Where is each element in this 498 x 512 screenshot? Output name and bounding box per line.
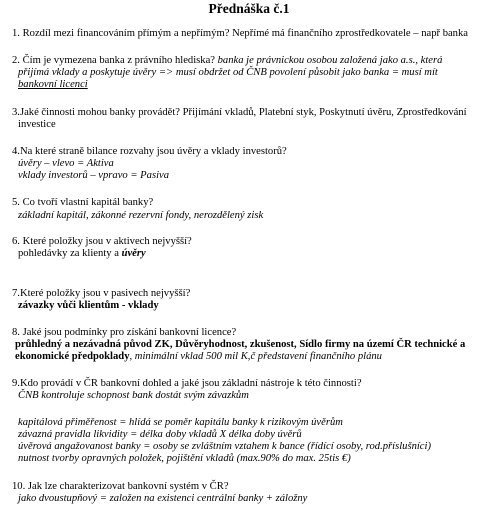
question-10-text: 10. Jak lze charakterizovat bankovní systém v ČR? bbox=[12, 481, 229, 492]
question-4-text: 4.Na které straně bilance rozvahy jsou úvěry a vklady investorů? bbox=[12, 146, 287, 157]
answer-9-line-4: úvěrová angažovanost banky = osoby se zvláštním vztahem k bance (řídící osoby, rod.příslušníci) bbox=[18, 441, 431, 452]
answer-9-line-2: kapitálová přiměřenost = hlídá se poměr kapitálu banky k rizikovým úvěrům bbox=[18, 417, 343, 428]
answer-8-line-1: průhledný a nezávadná původ ZK, Důvěryhodnost, zkušenost, Sídlo firmy na území ČR technické a bbox=[15, 339, 466, 350]
answer-8-line-2 bbox=[15, 351, 382, 363]
answer-9-line-1: ČNB kontroluje schopnost bank dostát svým závazkům bbox=[18, 390, 249, 401]
answer-9-line-3: závazná pravidla likvidity = délka doby vkladů X délka doby úvěrů bbox=[18, 429, 302, 440]
answer-2-line-3: bankovní licenci bbox=[18, 79, 88, 90]
answer-4-line-1: úvěry – vlevo = Aktiva bbox=[18, 158, 114, 169]
answer-2-line-1: banka je právnickou osobou založená jako a.s., která bbox=[214, 55, 443, 66]
answer-8-italic-part: , minimální vklad 500 mil K,č představení finančního plánu bbox=[129, 351, 382, 362]
answer-3-line-1: Přijímání vkladů, Platební styk, Poskytnutí úvěru, Zprostředkování bbox=[180, 107, 467, 118]
question-1-text: 1. Rozdíl mezi financováním přímým a nepřímým? bbox=[12, 28, 230, 39]
question-3 bbox=[12, 107, 467, 119]
question-2-text: 2. Čím je vymezena banka z právního hlediska? bbox=[12, 55, 215, 66]
question-6-text: 6. Které položky jsou v aktivech nejvyšší? bbox=[12, 236, 192, 247]
question-2 bbox=[12, 55, 442, 67]
question-7-text: 7.Které položky jsou v pasivech nejvyšší? bbox=[12, 288, 191, 299]
answer-1-text: Nepřímé má finančního zprostředkovatele – např banka bbox=[229, 28, 468, 39]
question-9-text: 9.Kdo provádí v ČR bankovní dohled a jaké jsou základní nástroje k této činnosti? bbox=[12, 378, 362, 389]
answer-6 bbox=[18, 248, 146, 260]
page-title: Přednáška č.1 bbox=[208, 1, 290, 16]
answer-8-bold-part: ekonomické předpoklady bbox=[15, 351, 130, 362]
answer-7-text: závazky vůči klientům - vklady bbox=[18, 300, 159, 311]
question-3-text: 3.Jaké činnosti mohou banky provádět? bbox=[12, 107, 180, 118]
answer-4-line-2: vklady investorů – vpravo = Pasiva bbox=[18, 170, 170, 181]
question-1 bbox=[12, 28, 468, 40]
answer-6-text: pohledávky za klienty a bbox=[18, 248, 122, 259]
answer-10-text: jako dvoustupňový = založen na existenci centrální banky + záložny bbox=[18, 493, 308, 504]
answer-3-line-2: investice bbox=[18, 119, 56, 130]
question-5-text: 5. Co tvoří vlastní kapitál banky? bbox=[12, 197, 154, 208]
answer-9-line-5: nutnost tvorby opravných položek, pojištění vkladů (max.90% do max. 25tis €) bbox=[18, 453, 351, 464]
answer-6-emphasis: úvěry bbox=[121, 248, 146, 259]
answer-2-line-2: přijímá vklady a poskytuje úvěry => musí obdržet od ČNB povolení působit jako banka = musí mít bbox=[18, 67, 438, 78]
question-8-text: 8. Jaké jsou podmínky pro získání bankovní licence? bbox=[12, 327, 237, 338]
answer-5-text: základní kapitál, zákonné rezervní fondy, nerozdělený zisk bbox=[18, 210, 264, 221]
